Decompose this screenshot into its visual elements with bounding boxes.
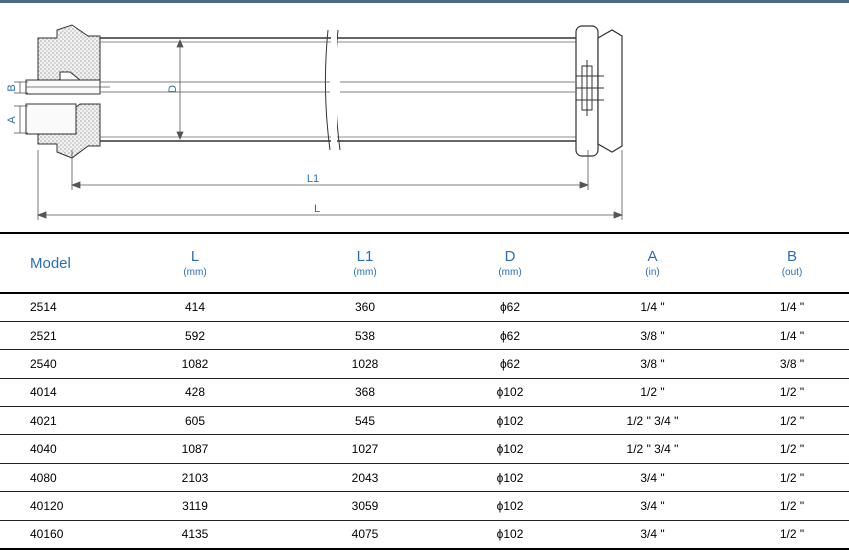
cell-l1: 4075	[280, 520, 450, 548]
cell-d: ϕ102	[450, 378, 570, 406]
membrane-housing-diagram	[0, 0, 849, 232]
cell-model: 4080	[0, 463, 110, 491]
cell-b: 1/2 "	[735, 407, 849, 435]
cell-b: 1/2 "	[735, 492, 849, 520]
cell-b: 1/2 "	[735, 463, 849, 491]
cell-model: 2521	[0, 321, 110, 349]
table-header-row	[0, 233, 849, 293]
right-end-cap	[576, 26, 622, 156]
cell-l: 414	[110, 293, 280, 321]
cell-a: 3/4 "	[570, 463, 735, 491]
header-L1: L1 (mm)	[280, 233, 450, 293]
table-row	[0, 407, 849, 435]
table-row	[0, 293, 849, 321]
cell-l: 4135	[110, 520, 280, 548]
cell-a: 1/2 "	[570, 378, 735, 406]
cell-d: ϕ62	[450, 293, 570, 321]
cell-a: 1/2 " 3/4 "	[570, 435, 735, 463]
header-model: Model	[0, 233, 110, 293]
dimension-lines	[14, 40, 622, 220]
label-A: A	[6, 116, 18, 124]
table-row	[0, 492, 849, 520]
header-D: D (mm)	[450, 233, 570, 293]
cell-b: 1/2 "	[735, 435, 849, 463]
cell-l: 2103	[110, 463, 280, 491]
cell-a: 3/8 "	[570, 321, 735, 349]
cell-model: 4014	[0, 378, 110, 406]
cell-d: ϕ102	[450, 492, 570, 520]
left-end-cap	[26, 25, 110, 158]
cell-l: 592	[110, 321, 280, 349]
table-row	[0, 435, 849, 463]
cell-d: ϕ62	[450, 321, 570, 349]
cell-d: ϕ102	[450, 435, 570, 463]
label-D: D	[167, 85, 179, 93]
cell-l1: 3059	[280, 492, 450, 520]
cell-l1: 1027	[280, 435, 450, 463]
table-row	[0, 350, 849, 378]
cell-l1: 2043	[280, 463, 450, 491]
cell-b: 3/8 "	[735, 350, 849, 378]
cell-b: 1/2 "	[735, 378, 849, 406]
cell-model: 4021	[0, 407, 110, 435]
table-row	[0, 520, 849, 548]
cell-l: 605	[110, 407, 280, 435]
cell-model: 40160	[0, 520, 110, 548]
cell-l: 3119	[110, 492, 280, 520]
cell-l: 1082	[110, 350, 280, 378]
cell-b: 1/4 "	[735, 321, 849, 349]
cell-l1: 368	[280, 378, 450, 406]
cell-d: ϕ62	[450, 350, 570, 378]
specification-table	[0, 232, 849, 550]
cell-a: 1/4 "	[570, 293, 735, 321]
cell-l: 428	[110, 378, 280, 406]
header-A: A (in)	[570, 233, 735, 293]
cell-a: 1/2 " 3/4 "	[570, 407, 735, 435]
cell-a: 3/4 "	[570, 520, 735, 548]
cell-d: ϕ102	[450, 407, 570, 435]
header-B: B (out)	[735, 233, 849, 293]
cell-model: 2514	[0, 293, 110, 321]
cell-l: 1087	[110, 435, 280, 463]
cell-b: 1/4 "	[735, 293, 849, 321]
header-L: L (mm)	[110, 233, 280, 293]
cell-d: ϕ102	[450, 520, 570, 548]
cell-b: 1/2 "	[735, 520, 849, 548]
table-row	[0, 378, 849, 406]
cell-a: 3/4 "	[570, 492, 735, 520]
table-row	[0, 463, 849, 491]
cell-model: 40120	[0, 492, 110, 520]
label-L1: L1	[306, 173, 320, 185]
table-row	[0, 321, 849, 349]
label-B: B	[6, 84, 18, 92]
cell-l1: 545	[280, 407, 450, 435]
cell-l1: 1028	[280, 350, 450, 378]
cell-a: 3/8 "	[570, 350, 735, 378]
cell-model: 2540	[0, 350, 110, 378]
cell-model: 4040	[0, 435, 110, 463]
cell-l1: 360	[280, 293, 450, 321]
cell-l1: 538	[280, 321, 450, 349]
label-L: L	[313, 203, 321, 215]
cell-d: ϕ102	[450, 463, 570, 491]
